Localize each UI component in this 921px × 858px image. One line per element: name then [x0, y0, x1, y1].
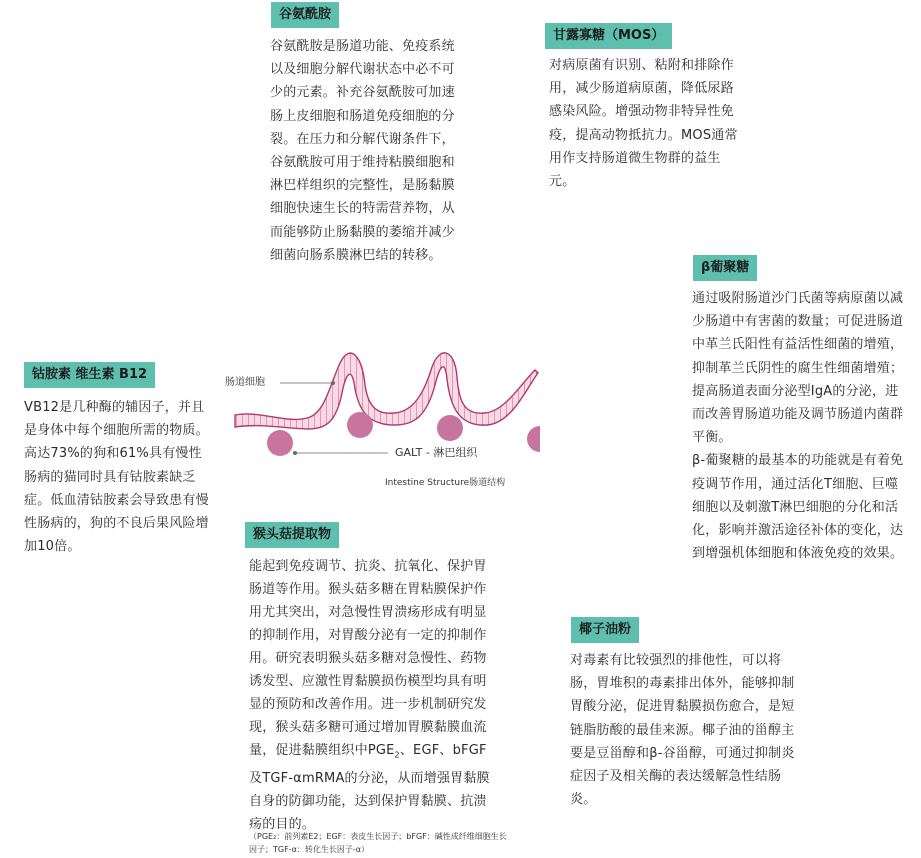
hericium-text-a: 能起到免疫调节、抗炎、抗氧化、保护胃肠道等作用。猴头菇多糖在胃粘膜保护作用尤其突出，对急慢性胃溃疡形成有明显的抑制作用，对胃酸分泌有一定的抑制作用。研究表明猴头菇多糖对急慢性、药物诱发型、应激性胃黏膜损伤模型均具有明显的预防和改善作用。进一步机制研究发现，猴头菇多糖可通过增加胃膜黏膜血流量，促进黏膜组织中 [249, 559, 487, 758]
pointer-dot [331, 381, 335, 385]
intestinal-villi [235, 353, 538, 429]
pge-label: PGE [367, 743, 395, 758]
coconut-title: 椰子油粉 [571, 617, 639, 643]
lymph-node [347, 412, 373, 438]
pointer-dot [293, 451, 297, 455]
beta-glucan-title: β葡聚糖 [693, 255, 757, 281]
hericium-text-b: 、EGF、bFGF及TGF-αmRMA的分泌，从而增强胃黏膜自身的防御功能，达到保护胃黏膜、抗溃疡的目的。 [249, 743, 490, 832]
intestine-structure-illustration [200, 345, 540, 495]
cobalamin-text: VB12是几种酶的辅因子，并且是身体中每个细胞所需的物质。高达73%的狗和61%具有慢性肠病的猫同时具有钴胺素缺乏症。低血清钴胺素会导致患有慢性肠病的，狗的不良后果风险增加10倍。 [24, 400, 209, 555]
lymph-node [267, 430, 293, 456]
lymph-node [437, 415, 463, 441]
coconut-text: 对毒素有比较强烈的排他性，可以将肠，胃堆积的毒素排出体外，能够抑制胃酸分泌，促进胃黏膜损伤愈合，是短链脂肪酸的最佳来源。椰子油的甾醇主要是豆甾醇和β-谷甾醇，可通过抑制炎症因子及相关酶的表达缓解急性结肠炎。 [570, 653, 795, 808]
lymph-node [527, 426, 540, 452]
beta-glucan-text [692, 287, 904, 565]
label-galt: GALT - 淋巴组织 [395, 446, 478, 459]
mos-text: 对病原菌有识别、粘附和排除作用，减少肠道病原菌，降低尿路感染风险。增强动物非特异性免疫，提高动物抵抗力。MOS通常用作支持肠道微生物群的益生元。 [549, 58, 738, 190]
glutamine-title: 谷氨酰胺 [271, 2, 339, 28]
hericium-title: 猴头菇提取物 [245, 522, 339, 548]
beta-glucan-text-2: β-葡聚糖的最基本的功能就是有着免疫调节作用，通过活化T细胞、巨噬细胞以及刺激T淋巴细胞的分化和活化，影响并激活途径补体的变化，达到增强机体细胞和体液免疫的效果。 [692, 453, 904, 562]
label-intestinal-cell: 肠道细胞 [225, 377, 265, 388]
mos-title: 甘露寡糖（MOS） [545, 23, 672, 49]
diagram-caption: Intestine Structure肠道结构 [385, 478, 506, 488]
beta-glucan-text-1: 通过吸附肠道沙门氏菌等病原菌以减少肠道中有害菌的数量；可促进肠道中革兰氏阳性有益活性细菌的增殖，抑制革兰氏阴性的腐生性细菌增殖；提高肠道表面分泌型IgA的分泌，进而改善胃肠道功能及调节肠道内菌群平衡。 [692, 291, 904, 446]
hericium-footnote: （PGE₂：前列素E2；EGF：表皮生长因子；bFGF：碱性成纤维细胞生长因子；TGF-α：转化生长因子-α） [249, 832, 507, 854]
hericium-text [249, 555, 497, 836]
glutamine-text: 谷氨酰胺是肠道功能、免疫系统以及细胞分解代谢状态中必不可少的元素。补充谷氨酰胺可加速肠上皮细胞和肠道免疫细胞的分裂。在压力和分解代谢条件下，谷氨酰胺可用于维持粘膜细胞和淋巴样组织的完整性，是肠黏膜细胞快速生长的特需营养物，从而能够防止肠黏膜的萎缩并减少细菌向肠系膜淋巴结的转移。 [270, 39, 455, 263]
cobalamin-title: 钴胺素 维生素 B12 [24, 362, 155, 388]
intestine-diagram [200, 345, 540, 495]
pge-subscript: 2 [394, 750, 400, 760]
